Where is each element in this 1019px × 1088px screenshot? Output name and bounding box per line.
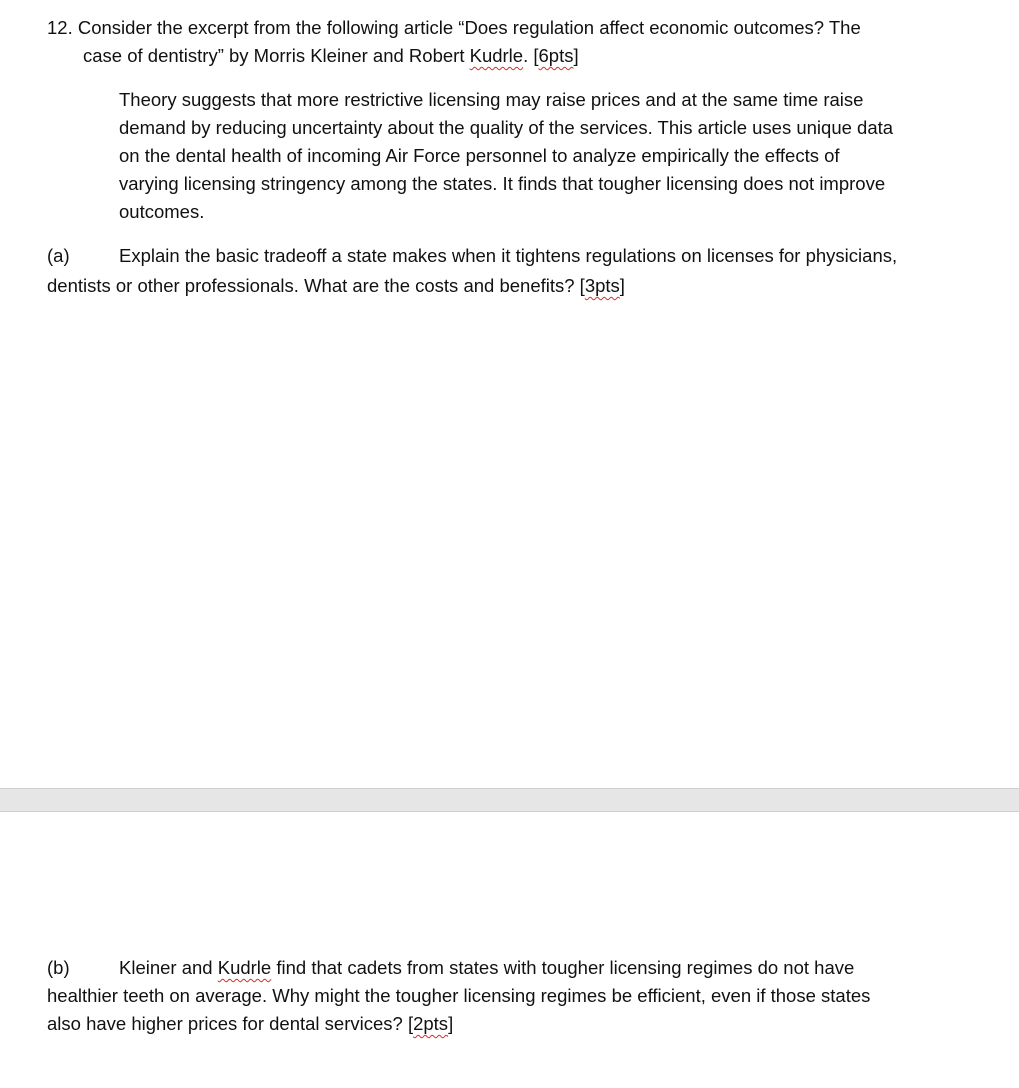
part-a-question-text: Explain the basic tradeoff a state makes when it tightens regulations on licenses for physicians, (119, 245, 898, 266)
excerpt-line: varying licensing stringency among the states. It finds that tougher licensing does not improve (119, 173, 886, 194)
points-label-spellcheck: 3pts (584, 275, 620, 296)
part-a-line-2 (47, 272, 625, 300)
author-name-spellcheck: Kudrle (217, 957, 272, 978)
part-a-label: (a) (47, 245, 70, 266)
author-name-spellcheck: Kudrle (469, 45, 524, 66)
part-b-line-3 (47, 1010, 453, 1038)
bracket-close: ] (619, 275, 625, 296)
question-heading-line-2 (83, 42, 579, 70)
question-heading-text: 12. Consider the excerpt from the following article “Does regulation affect economic outcomes? The (47, 17, 861, 38)
part-a-line-1 (47, 242, 897, 270)
part-b-label: (b) (47, 957, 70, 978)
excerpt-line: Theory suggests that more restrictive licensing may raise prices and at the same time raise (119, 89, 864, 110)
question-citation-prefix: case of dentistry” by Morris Kleiner and Robert (83, 45, 470, 66)
citation-separator: . [ (523, 45, 539, 66)
bracket-close: ] (448, 1013, 454, 1034)
citation-bracket-close: ] (573, 45, 579, 66)
part-b-line-1 (47, 954, 854, 982)
part-b-text-rest: find that cadets from states with tougher licensing regimes do not have (271, 957, 855, 978)
part-b-text-prefix: Kleiner and (119, 957, 218, 978)
question-heading-line-1 (47, 14, 861, 42)
part-b-question-end: also have higher prices for dental services? [ (47, 1013, 414, 1034)
excerpt-line: on the dental health of incoming Air Force personnel to analyze empirically the effects of (119, 145, 840, 166)
part-b-line-2: healthier teeth on average. Why might the tougher licensing regimes be efficient, even if those states (47, 985, 871, 1006)
part-a-question-continued: dentists or other professionals. What are the costs and benefits? [ (47, 275, 585, 296)
points-label-spellcheck: 2pts (413, 1013, 449, 1034)
points-label-spellcheck: 6pts (538, 45, 574, 66)
excerpt-line: demand by reducing uncertainty about the quality of the services. This article uses unique data (119, 117, 894, 138)
page-break-divider (0, 788, 1019, 812)
excerpt-line: outcomes. (119, 201, 205, 222)
